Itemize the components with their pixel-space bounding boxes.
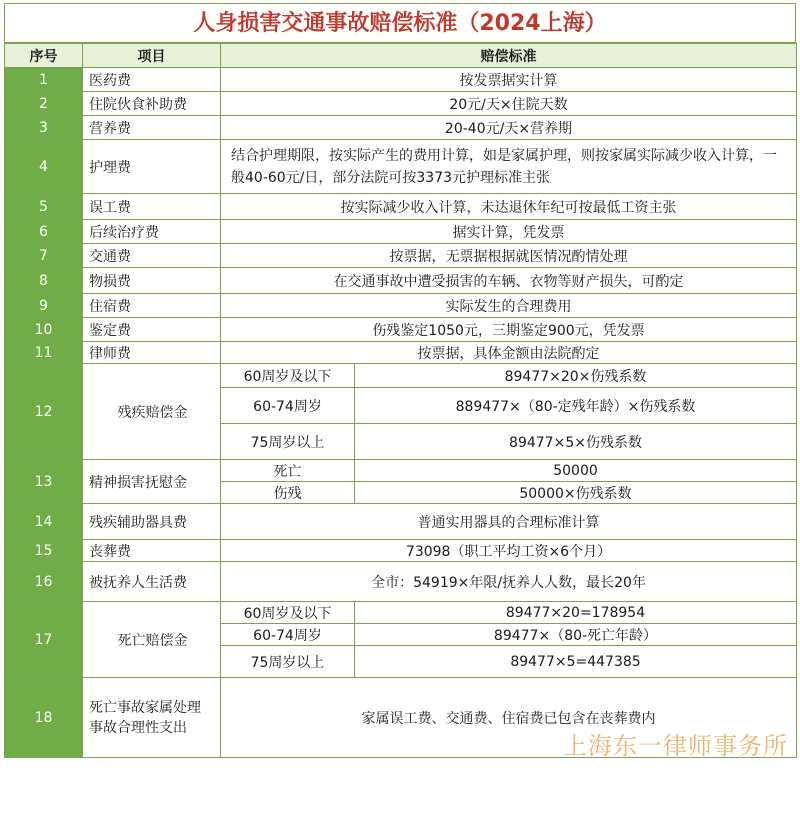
row-item: 护理费 bbox=[83, 140, 221, 194]
formula: 89477×5=447385 bbox=[355, 646, 797, 678]
row-number: 9 bbox=[5, 294, 83, 318]
row-standard: 普通实用器具的合理标准计算 bbox=[221, 504, 797, 540]
case-type: 伤残 bbox=[221, 482, 355, 504]
row-item: 鉴定费 bbox=[83, 318, 221, 342]
row-standard: 据实计算，凭发票 bbox=[221, 220, 797, 244]
row-standard: 伤残鉴定1050元，三期鉴定900元，凭发票 bbox=[221, 318, 797, 342]
row-number: 17 bbox=[5, 602, 83, 678]
row-item: 丧葬费 bbox=[83, 540, 221, 562]
case-type: 死亡 bbox=[221, 460, 355, 482]
age-bracket: 60-74周岁 bbox=[221, 388, 355, 424]
age-bracket: 60周岁及以下 bbox=[221, 602, 355, 624]
row-number: 10 bbox=[5, 318, 83, 342]
row-standard: 按实际减少收入计算，未达退休年纪可按最低工资主张 bbox=[221, 194, 797, 220]
row-number: 5 bbox=[5, 194, 83, 220]
row-item-line: 死亡事故家属处理 bbox=[89, 699, 201, 716]
age-bracket: 75周岁以上 bbox=[221, 646, 355, 678]
row-standard: 按票据，无票据根据就医情况酌情处理 bbox=[221, 244, 797, 268]
row-number: 12 bbox=[5, 364, 83, 460]
table-row bbox=[5, 92, 797, 116]
row-item: 残疾辅助器具费 bbox=[83, 504, 221, 540]
row-item: 律师费 bbox=[83, 342, 221, 364]
row-item: 物损费 bbox=[83, 268, 221, 294]
table-row bbox=[5, 68, 797, 92]
age-bracket: 75周岁以上 bbox=[221, 424, 355, 460]
row-item: 住院伙食补助费 bbox=[83, 92, 221, 116]
table-row bbox=[5, 220, 797, 244]
amount: 50000×伤残系数 bbox=[355, 482, 797, 504]
formula: 889477×（80-定残年龄）×伤残系数 bbox=[355, 388, 797, 424]
header-row bbox=[5, 44, 797, 68]
row-item: 被抚养人生活费 bbox=[83, 562, 221, 602]
row-number: 15 bbox=[5, 540, 83, 562]
row-standard: 全市：54919×年限/抚养人人数，最长20年 bbox=[221, 562, 797, 602]
formula: 89477×5×伤残系数 bbox=[355, 424, 797, 460]
row-number: 14 bbox=[5, 504, 83, 540]
row-number: 4 bbox=[5, 140, 83, 194]
row-item: 交通费 bbox=[83, 244, 221, 268]
table-row bbox=[5, 504, 797, 540]
table-row bbox=[5, 678, 797, 758]
row-number: 18 bbox=[5, 678, 83, 758]
table-row bbox=[5, 294, 797, 318]
row-item: 残疾赔偿金 bbox=[83, 364, 221, 460]
table-row bbox=[5, 140, 797, 194]
table-row bbox=[5, 364, 797, 388]
table-row bbox=[5, 602, 797, 624]
row-standard: 实际发生的合理费用 bbox=[221, 294, 797, 318]
row-number: 6 bbox=[5, 220, 83, 244]
row-standard: 家属误工费、交通费、住宿费已包含在丧葬费内 bbox=[221, 678, 797, 758]
row-number: 8 bbox=[5, 268, 83, 294]
row-standard: 按发票据实计算 bbox=[221, 68, 797, 92]
row-standard: 20元/天×住院天数 bbox=[221, 92, 797, 116]
row-item: 误工费 bbox=[83, 194, 221, 220]
row-item: 后续治疗费 bbox=[83, 220, 221, 244]
compensation-sheet bbox=[4, 3, 796, 814]
table-row bbox=[5, 318, 797, 342]
age-bracket: 60-74周岁 bbox=[221, 624, 355, 646]
row-number: 2 bbox=[5, 92, 83, 116]
table-row bbox=[5, 460, 797, 482]
formula: 89477×（80-死亡年龄） bbox=[355, 624, 797, 646]
table-row bbox=[5, 540, 797, 562]
row-standard: 73098（职工平均工资×6个月） bbox=[221, 540, 797, 562]
law-firm-watermark: 上海东一律师事务所 bbox=[563, 732, 788, 760]
table-row bbox=[5, 562, 797, 602]
formula: 89477×20×伤残系数 bbox=[355, 364, 797, 388]
table-row bbox=[5, 194, 797, 220]
compensation-table bbox=[4, 43, 797, 758]
row-item: 死亡赔偿金 bbox=[83, 602, 221, 678]
header-item: 项目 bbox=[83, 44, 221, 68]
row-standard: 20-40元/天×营养期 bbox=[221, 116, 797, 140]
row-number: 3 bbox=[5, 116, 83, 140]
table-row bbox=[5, 268, 797, 294]
row-standard: 在交通事故中遭受损害的车辆、衣物等财产损失，可酌定 bbox=[221, 268, 797, 294]
table-row bbox=[5, 244, 797, 268]
row-standard: 结合护理期限，按实际产生的费用计算，如是家属护理，则按家属实际减少收入计算，一般40-60元/日，部分法院可按3373元护理标准主张 bbox=[221, 140, 797, 194]
row-item: 医药费 bbox=[83, 68, 221, 92]
table-row bbox=[5, 342, 797, 364]
sheet-title: 人身损害交通事故赔偿标准（2024上海） bbox=[4, 3, 796, 43]
header-standard: 赔偿标准 bbox=[221, 44, 797, 68]
row-item: 精神损害抚慰金 bbox=[83, 460, 221, 504]
row-item: 住宿费 bbox=[83, 294, 221, 318]
row-item-line: 事故合理性支出 bbox=[89, 719, 187, 736]
row-standard: 按票据，具体金额由法院酌定 bbox=[221, 342, 797, 364]
row-item bbox=[83, 678, 221, 758]
table-row bbox=[5, 116, 797, 140]
row-number: 1 bbox=[5, 68, 83, 92]
row-item: 营养费 bbox=[83, 116, 221, 140]
age-bracket: 60周岁及以下 bbox=[221, 364, 355, 388]
row-number: 16 bbox=[5, 562, 83, 602]
amount: 50000 bbox=[355, 460, 797, 482]
formula: 89477×20=178954 bbox=[355, 602, 797, 624]
row-number: 7 bbox=[5, 244, 83, 268]
header-no: 序号 bbox=[5, 44, 83, 68]
row-number: 11 bbox=[5, 342, 83, 364]
row-number: 13 bbox=[5, 460, 83, 504]
